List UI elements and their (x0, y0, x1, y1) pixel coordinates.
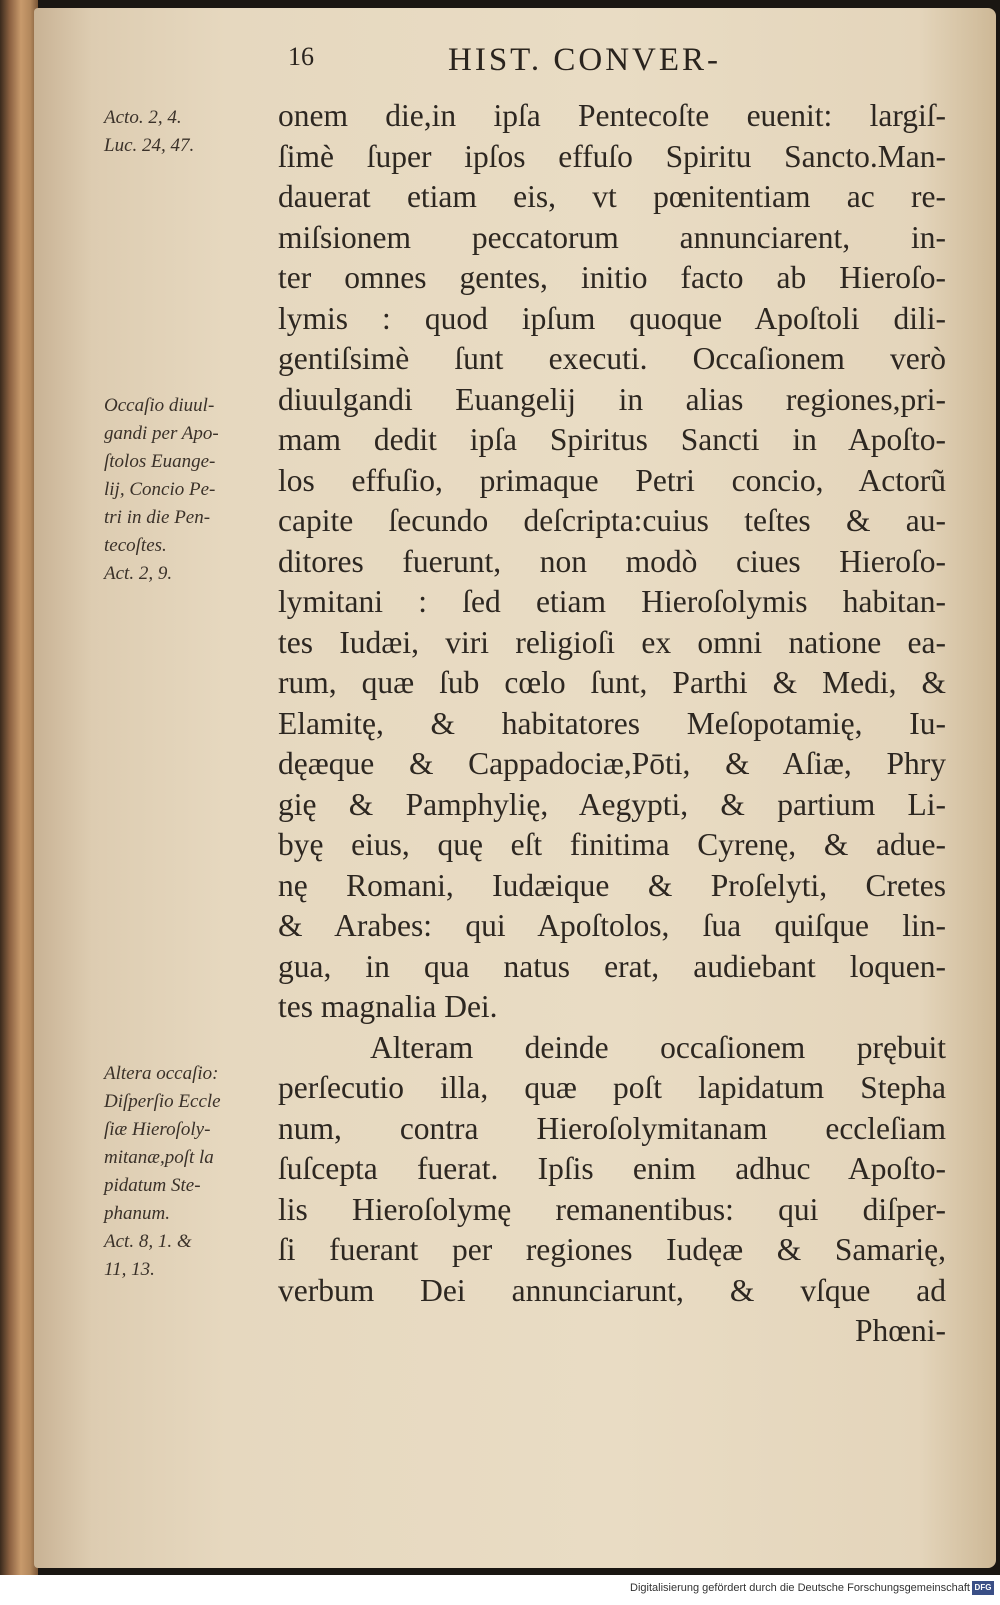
margin-note-1 (104, 104, 274, 160)
text-line: dęæque & Cappadociæ,Pōti, & Aſiæ, Phry (278, 746, 946, 781)
page-number: 16 (288, 42, 314, 71)
digitization-footer (0, 1575, 1000, 1605)
text-line: tes Iudæi, viri religioſi ex omni natione ea- (278, 624, 946, 660)
body-text (278, 96, 946, 1352)
margin-note-line: tecoſtes. (104, 535, 167, 556)
text-line: ſi fuerant per regiones Iudęæ & Samarię, (278, 1232, 946, 1267)
margin-note-line: gandi per Apo- (104, 423, 219, 444)
text-line: Alteram deinde occaſionem prębuit (370, 1029, 946, 1065)
text-line: capite ſecundo deſcripta:cuius teſtes & au- (278, 503, 946, 538)
text-line: ſimè ſuper ipſos effuſo Spiritu Sancto.Man- (278, 138, 946, 174)
text-line: miſsionem peccatorum annunciarent, in- (278, 219, 946, 255)
margin-note-line: Act. 2, 9. (104, 563, 173, 584)
margin-note-line: tri in die Pen- (104, 507, 211, 528)
margin-note-line: mitanæ,poſt la (104, 1147, 214, 1168)
text-line: gentiſsimè ſunt executi. Occaſionem verò (278, 341, 946, 376)
margin-note-3 (104, 1060, 274, 1284)
text-line: & Arabes: qui Apoſtolos, ſua quiſque lin- (278, 908, 946, 943)
text-line: gię & Pamphylię, Aegypti, & partium Li- (278, 786, 946, 822)
text-line: dauerat etiam eis, vt pœnitentiam ac re- (278, 179, 946, 214)
margin-note-line: phanum. (104, 1203, 170, 1224)
margin-note-line: lij, Concio Pe- (104, 479, 216, 500)
margin-note-line: ſtolos Euange- (104, 451, 216, 472)
catchword: Phœni- (854, 1313, 946, 1348)
text-line: gua, in qua natus erat, audiebant loquen- (278, 948, 946, 984)
margin-note-line: ſiæ Hieroſoly- (104, 1119, 211, 1140)
text-line: diuulgandi Euangelij in alias regiones,pri- (278, 381, 946, 417)
text-line: ditores fuerunt, non modò ciues Hieroſo- (278, 543, 946, 579)
text-line: ter omnes gentes, initio facto ab Hieroſo- (278, 260, 946, 295)
dfg-logo-icon: DFG (972, 1581, 994, 1595)
text-line: tes magnalia Dei. (278, 989, 498, 1024)
margin-note-line: Altera occaſio: (104, 1063, 219, 1084)
text-line: ſuſcepta fuerat. Ipſis enim adhuc Apoſto- (278, 1151, 946, 1186)
margin-note-line: 11, 13. (104, 1259, 155, 1280)
text-line: lis Hieroſolymę remanentibus: qui diſper- (278, 1191, 946, 1227)
text-line: perſecutio illa, quæ poſt lapidatum Stepha (278, 1070, 946, 1105)
text-line: lymis : quod ipſum quoque Apoſtoli dili- (278, 300, 946, 336)
page-edge-stack (0, 0, 38, 1575)
text-line: verbum Dei annunciarunt, & vſque ad (278, 1272, 946, 1308)
margin-note-line: pidatum Ste- (104, 1175, 201, 1196)
page-header (288, 42, 848, 82)
text-line: byę eius, quę eſt finitima Cyrenę, & adue- (278, 827, 946, 862)
margin-note-2 (104, 392, 274, 588)
text-line: onem die,in ipſa Pentecoſte euenit: largiſ- (278, 98, 946, 133)
funding-credit: Digitalisierung gefördert durch die Deutsche Forschungsgemeinschaft (630, 1582, 970, 1594)
text-line: nę Romani, Iudæique & Proſelyti, Cretes (278, 867, 946, 903)
running-head: HIST. CONVER- (448, 42, 722, 78)
text-line: rum, quæ ſub cœlo ſunt, Parthi & Medi, & (278, 665, 946, 700)
text-line: lymitani : ſed etiam Hieroſolymis habitan- (278, 584, 946, 619)
margin-note-line: Act. 8, 1. & (104, 1231, 192, 1252)
margin-note-line: Diſperſio Eccle (104, 1091, 221, 1112)
text-line: los effuſio, primaque Petri concio, Actorũ (278, 462, 946, 498)
margin-note-line: Occaſio diuul- (104, 395, 215, 416)
text-line: num, contra Hieroſolymitanam eccleſiam (278, 1110, 946, 1146)
text-line: mam dedit ipſa Spiritus Sancti in Apoſto- (278, 422, 946, 457)
text-line: Elamitę, & habitatores Meſopotamię, Iu- (278, 705, 946, 741)
margin-note-line: Acto. 2, 4. (104, 107, 182, 128)
margin-note-line: Luc. 24, 47. (104, 135, 195, 156)
